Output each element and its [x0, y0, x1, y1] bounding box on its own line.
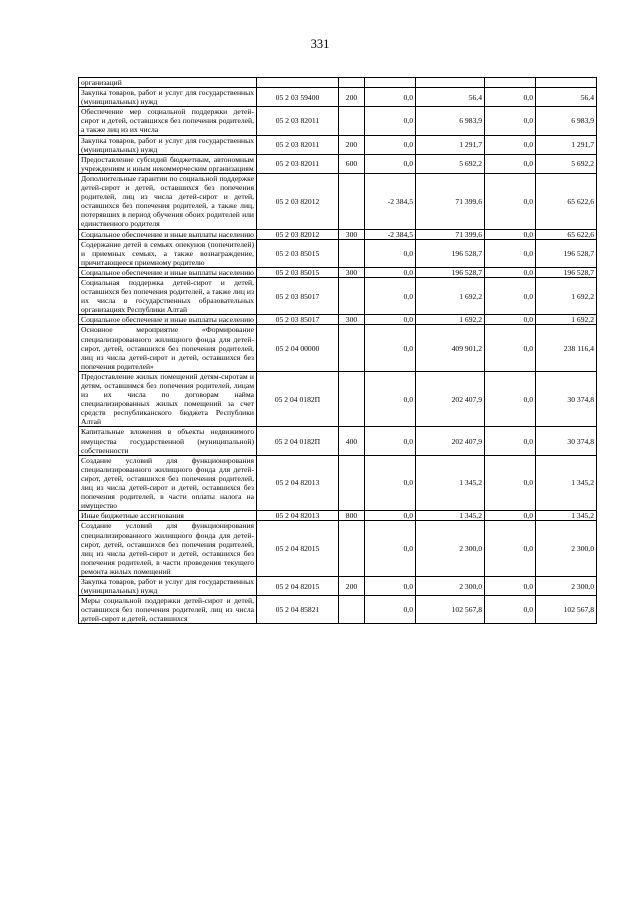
row-amount-2-cell: 102 567,8: [536, 596, 597, 624]
row-change-cell: 0,0: [365, 596, 416, 624]
table-row: [79, 596, 597, 624]
row-code-cell: 05 2 04 82013: [257, 511, 339, 521]
row-amount-2-cell: 2 300,0: [536, 521, 597, 577]
row-name-cell: Создание условий для функционирования специализированного жилищного фонда для детей-сирот, детей, оставшихся без попечения родителей, лиц из числа детей-сирот и детей, оставшихся без попечения родителей, в части оплаты налога на имущество: [79, 455, 257, 511]
row-code-cell: 05 2 04 85821: [257, 596, 339, 624]
table-row: [79, 521, 597, 577]
row-amount-2-cell: 1 692,2: [536, 277, 597, 314]
row-change-cell: -2 384,5: [365, 173, 416, 229]
row-change-cell: 0,0: [365, 154, 416, 173]
row-expense-type-cell: [339, 455, 365, 511]
row-change-2-cell: 0,0: [485, 135, 536, 154]
row-change-cell: 0,0: [365, 315, 416, 325]
page-number: 331: [310, 37, 330, 51]
row-change-cell: 0,0: [365, 521, 416, 577]
row-name-cell: Капитальные вложения в объекты недвижимого имущества государственной (муниципальной) собственности: [79, 427, 257, 455]
row-amount-2-cell: 1 291,7: [536, 135, 597, 154]
row-amount-2-cell: 30 374,8: [536, 427, 597, 455]
row-expense-type-cell: [339, 78, 365, 88]
row-change-2-cell: 0,0: [485, 511, 536, 521]
row-amount-cell: 2 300,0: [416, 576, 485, 595]
row-amount-cell: 71 399,6: [416, 229, 485, 239]
row-name-cell: Предоставление жилых помещений детям-сиротам и детям, оставшимся без попечения родителей, лицам из их числа по договорам найма специализированных жилых помещений за счет средств республиканского бюджета Республики Алтай: [79, 371, 257, 427]
table-row: [79, 511, 597, 521]
row-amount-cell: 202 407,9: [416, 371, 485, 427]
row-amount-2-cell: [536, 78, 597, 88]
row-change-2-cell: 0,0: [485, 107, 536, 135]
row-amount-2-cell: 5 692,2: [536, 154, 597, 173]
row-amount-cell: [416, 78, 485, 88]
row-expense-type-cell: 300: [339, 229, 365, 239]
row-code-cell: 05 2 03 85015: [257, 267, 339, 277]
row-amount-cell: 102 567,8: [416, 596, 485, 624]
table-row: [79, 267, 597, 277]
row-change-cell: 0,0: [365, 239, 416, 267]
row-code-cell: 05 2 04 82013: [257, 455, 339, 511]
table-row: [79, 325, 597, 371]
row-expense-type-cell: 200: [339, 88, 365, 107]
row-expense-type-cell: 600: [339, 154, 365, 173]
table-row: [79, 239, 597, 267]
row-change-cell: 0,0: [365, 371, 416, 427]
row-change-2-cell: 0,0: [485, 521, 536, 577]
row-name-cell: Обеспечение мер социальной поддержки детей-сирот и детей, оставшихся без попечения родителей, а также лиц из их числа: [79, 107, 257, 135]
row-change-2-cell: 0,0: [485, 239, 536, 267]
row-amount-cell: 56,4: [416, 88, 485, 107]
row-change-cell: 0,0: [365, 325, 416, 371]
row-amount-2-cell: 65 622,6: [536, 173, 597, 229]
table-row: [79, 88, 597, 107]
row-amount-2-cell: 1 692,2: [536, 315, 597, 325]
row-amount-2-cell: 65 622,6: [536, 229, 597, 239]
table-row: [79, 173, 597, 229]
row-name-cell: Предоставление субсидий бюджетным, автономным учреждениям и иным некоммерческим организациям: [79, 154, 257, 173]
row-change-2-cell: 0,0: [485, 229, 536, 239]
row-change-2-cell: 0,0: [485, 455, 536, 511]
row-expense-type-cell: [339, 596, 365, 624]
row-name-cell: Меры социальной поддержки детей-сирот и детей, оставшихся без попечения родителей, лиц из числа детей-сирот и детей, оставшихся: [79, 596, 257, 624]
row-amount-2-cell: 1 345,2: [536, 511, 597, 521]
row-name-cell: Социальное обеспечение и иные выплаты населению: [79, 229, 257, 239]
row-change-2-cell: 0,0: [485, 576, 536, 595]
row-expense-type-cell: [339, 521, 365, 577]
table-row: [79, 315, 597, 325]
table-row: [79, 427, 597, 455]
row-change-2-cell: [485, 78, 536, 88]
row-code-cell: 05 2 03 85017: [257, 277, 339, 314]
row-amount-2-cell: 6 983,9: [536, 107, 597, 135]
row-code-cell: 05 2 03 85017: [257, 315, 339, 325]
row-name-cell: Закупка товаров, работ и услуг для государственных (муниципальных) нужд: [79, 576, 257, 595]
row-change-cell: 0,0: [365, 277, 416, 314]
row-code-cell: 05 2 04 0182П: [257, 371, 339, 427]
row-expense-type-cell: 800: [339, 511, 365, 521]
row-expense-type-cell: 200: [339, 135, 365, 154]
row-expense-type-cell: 200: [339, 576, 365, 595]
row-amount-cell: 5 692,2: [416, 154, 485, 173]
row-change-2-cell: 0,0: [485, 88, 536, 107]
row-name-cell: Создание условий для функционирования специализированного жилищного фонда для детей-сирот, детей, оставшихся без попечения родителей, лиц из числа детей-сирот и детей, оставшихся без попечения родителей, в части проведения текущего ремонта жилых помещений: [79, 521, 257, 577]
row-change-cell: 0,0: [365, 455, 416, 511]
table-row: [79, 154, 597, 173]
table-row: [79, 455, 597, 511]
row-change-cell: [365, 78, 416, 88]
row-change-cell: -2 384,5: [365, 229, 416, 239]
row-amount-2-cell: 196 528,7: [536, 239, 597, 267]
row-name-cell: Содержание детей в семьях опекунов (попечителей) и приемных семьях, а также вознаграждение, причитающееся приемному родителю: [79, 239, 257, 267]
row-amount-cell: 6 983,9: [416, 107, 485, 135]
budget-table: [78, 77, 597, 624]
row-change-cell: 0,0: [365, 107, 416, 135]
row-code-cell: 05 2 03 82011: [257, 107, 339, 135]
row-name-cell: Основное мероприятие «Формирование специализированного жилищного фонда для детей-сирот, детей, оставшихся без попечения родителей, лиц из числа детей-сирот и детей, оставшихся без попечения родителей»: [79, 325, 257, 371]
row-code-cell: [257, 78, 339, 88]
row-code-cell: 05 2 04 82015: [257, 576, 339, 595]
row-expense-type-cell: [339, 107, 365, 135]
row-expense-type-cell: [339, 173, 365, 229]
row-change-2-cell: 0,0: [485, 371, 536, 427]
row-amount-cell: 2 300,0: [416, 521, 485, 577]
row-code-cell: 05 2 03 82011: [257, 135, 339, 154]
row-name-cell: Закупка товаров, работ и услуг для государственных (муниципальных) нужд: [79, 135, 257, 154]
row-code-cell: 05 2 03 85015: [257, 239, 339, 267]
row-amount-cell: 202 407,9: [416, 427, 485, 455]
row-code-cell: 05 2 03 59400: [257, 88, 339, 107]
table-row: [79, 277, 597, 314]
row-amount-2-cell: 30 374,8: [536, 371, 597, 427]
row-expense-type-cell: 300: [339, 267, 365, 277]
row-expense-type-cell: 300: [339, 315, 365, 325]
row-name-cell: Закупка товаров, работ и услуг для государственных (муниципальных) нужд: [79, 88, 257, 107]
row-change-2-cell: 0,0: [485, 315, 536, 325]
row-amount-2-cell: 56,4: [536, 88, 597, 107]
row-change-2-cell: 0,0: [485, 173, 536, 229]
row-change-2-cell: 0,0: [485, 325, 536, 371]
row-amount-cell: 409 901,2: [416, 325, 485, 371]
row-change-cell: 0,0: [365, 427, 416, 455]
row-code-cell: 05 2 03 82012: [257, 173, 339, 229]
table-row: [79, 576, 597, 595]
row-name-cell: Социальное обеспечение и иные выплаты населению: [79, 267, 257, 277]
budget-table-body: [79, 78, 597, 624]
row-name-cell: организаций: [79, 78, 257, 88]
row-amount-cell: 1 345,2: [416, 511, 485, 521]
row-change-2-cell: 0,0: [485, 154, 536, 173]
row-change-2-cell: 0,0: [485, 596, 536, 624]
row-amount-2-cell: 2 300,0: [536, 576, 597, 595]
row-code-cell: 05 2 03 82011: [257, 154, 339, 173]
row-code-cell: 05 2 04 0182П: [257, 427, 339, 455]
row-amount-cell: 196 528,7: [416, 267, 485, 277]
row-amount-cell: 1 692,2: [416, 277, 485, 314]
row-change-2-cell: 0,0: [485, 427, 536, 455]
row-change-cell: 0,0: [365, 267, 416, 277]
row-code-cell: 05 2 03 82012: [257, 229, 339, 239]
row-name-cell: Дополнительные гарантии по социальной поддержке детей-сирот и детей, оставшихся без попечения родителей, лиц из числа детей-сирот и детей, оставшихся без попечения родителей, а также лиц, потерявших в период обучения обоих родителей или единственного родителя: [79, 173, 257, 229]
row-change-cell: 0,0: [365, 88, 416, 107]
row-amount-cell: 1 291,7: [416, 135, 485, 154]
row-amount-cell: 1 345,2: [416, 455, 485, 511]
row-change-cell: 0,0: [365, 135, 416, 154]
row-change-2-cell: 0,0: [485, 277, 536, 314]
table-row: [79, 78, 597, 88]
row-amount-cell: 196 528,7: [416, 239, 485, 267]
row-amount-cell: 1 692,2: [416, 315, 485, 325]
row-amount-2-cell: 238 116,4: [536, 325, 597, 371]
row-name-cell: Социальная поддержка детей-сирот и детей, оставшихся без попечения родителей, а также лиц из их числа в государственных образовательных организациях Республики Алтай: [79, 277, 257, 314]
row-expense-type-cell: [339, 239, 365, 267]
row-expense-type-cell: 400: [339, 427, 365, 455]
row-expense-type-cell: [339, 325, 365, 371]
row-name-cell: Иные бюджетные ассигнования: [79, 511, 257, 521]
row-code-cell: 05 2 04 82015: [257, 521, 339, 577]
row-change-cell: 0,0: [365, 576, 416, 595]
row-code-cell: 05 2 04 00000: [257, 325, 339, 371]
row-change-cell: 0,0: [365, 511, 416, 521]
row-expense-type-cell: [339, 277, 365, 314]
table-row: [79, 135, 597, 154]
row-amount-cell: 71 399,6: [416, 173, 485, 229]
row-change-2-cell: 0,0: [485, 267, 536, 277]
row-amount-2-cell: 196 528,7: [536, 267, 597, 277]
table-row: [79, 371, 597, 427]
row-expense-type-cell: [339, 371, 365, 427]
table-row: [79, 107, 597, 135]
row-amount-2-cell: 1 345,2: [536, 455, 597, 511]
table-row: [79, 229, 597, 239]
row-name-cell: Социальное обеспечение и иные выплаты населению: [79, 315, 257, 325]
